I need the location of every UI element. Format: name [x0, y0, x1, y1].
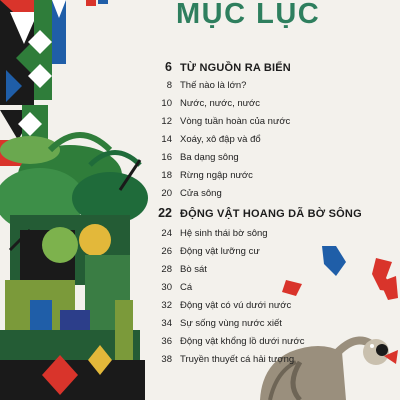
toc-label: Nước, nước, nước	[180, 98, 261, 109]
toc-entry	[150, 300, 291, 311]
toc-label: Thế nào là lớn?	[180, 80, 247, 91]
toc-page-number: 8	[166, 80, 172, 91]
toc-page-number: 22	[158, 206, 172, 220]
toc-entry	[150, 188, 222, 199]
jungle-illustration	[0, 135, 148, 400]
paper-shapes	[282, 246, 398, 300]
toc-entry	[150, 98, 260, 109]
toc-page-number: 34	[161, 318, 172, 329]
toc-entry	[150, 246, 260, 257]
toc-page-number: 20	[161, 188, 172, 199]
toc-section-heading	[150, 60, 291, 74]
toc-page-number: 36	[161, 336, 172, 347]
toc-section-heading	[150, 206, 362, 220]
toc-label: Động vật có vú dưới nước	[180, 300, 292, 311]
toc-label: Vòng tuần hoàn của nước	[180, 116, 291, 127]
toc-entry	[150, 80, 246, 91]
toc-page-number: 38	[161, 354, 172, 365]
toc-entry	[150, 134, 261, 145]
toc-entry	[150, 152, 239, 163]
toc-page-number: 30	[161, 282, 172, 293]
toc-label: Động vật khổng lồ dưới nước	[180, 336, 305, 347]
toc-page-number: 10	[161, 98, 172, 109]
toc-page-number: 18	[161, 170, 172, 181]
toc-label: Truyền thuyết cá hải tượng	[180, 354, 295, 365]
toc-label: ĐỘNG VẬT HOANG DÃ BỜ SÔNG	[180, 208, 362, 220]
toc-label: Cửa sông	[180, 188, 222, 199]
toc-page-number: 12	[161, 116, 172, 127]
toc-label: Cá	[180, 282, 193, 293]
toc-page-number: 32	[161, 300, 172, 311]
monkey-illustration	[260, 339, 398, 400]
toc-entry	[150, 336, 304, 347]
toc-label: Xoáy, xô đập và đổ	[180, 134, 261, 145]
toc-entry	[150, 318, 282, 329]
toc-page-number: 14	[161, 134, 172, 145]
toc-page-number: 26	[161, 246, 172, 257]
toc-label: Ba dạng sông	[180, 152, 239, 163]
toc-page-number: 6	[165, 60, 172, 74]
page-title: MỤC LỤC	[176, 0, 321, 30]
toc-entry	[150, 170, 253, 181]
toc-entry	[150, 282, 192, 293]
toc-label: Sự sống vùng nước xiết	[180, 318, 282, 329]
toc-label: Bò sát	[180, 264, 207, 275]
toc-entry	[150, 354, 294, 365]
toc-label: Hệ sinh thái bờ sông	[180, 228, 268, 239]
toc-label: TỪ NGUỒN RA BIỂN	[180, 62, 291, 74]
toc-entry	[150, 228, 268, 239]
toc-page-number: 28	[161, 264, 172, 275]
toc-label: Động vật lưỡng cư	[180, 246, 260, 257]
toc-page-number: 16	[161, 152, 172, 163]
toc-page-number: 24	[161, 228, 172, 239]
toc-entry	[150, 264, 207, 275]
toc-label: Rừng ngập nước	[180, 170, 253, 181]
toc-entry	[150, 116, 290, 127]
